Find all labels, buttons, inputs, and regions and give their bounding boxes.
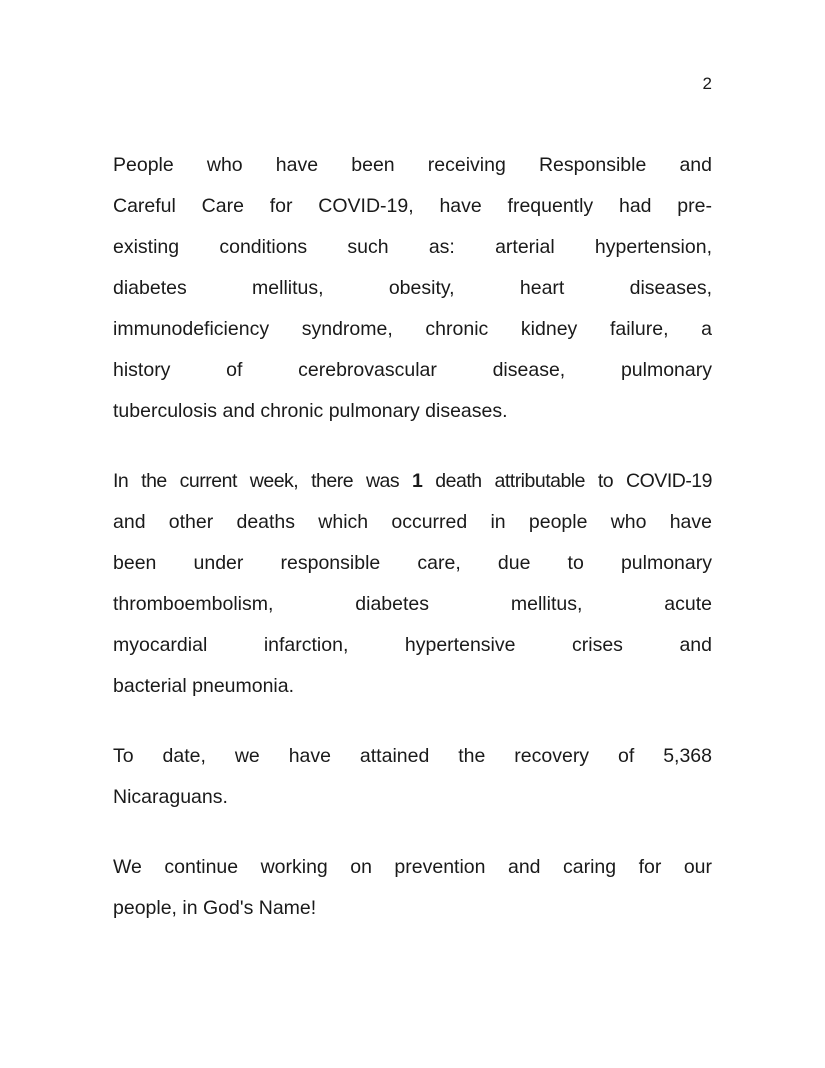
document-body	[113, 145, 712, 958]
text-line: People who have been receiving Responsible and	[113, 154, 712, 176]
page-header	[113, 73, 712, 95]
text-segment: death attributable to COVID-19	[422, 470, 712, 492]
text-line: To date, we have attained the recovery of 5,368	[113, 745, 712, 767]
paragraph-weekly-deaths	[113, 461, 712, 707]
text-line: diabetes mellitus, obesity, heart diseases,	[113, 277, 712, 299]
text-line: Careful Care for COVID-19, have frequently had pre-	[113, 195, 712, 217]
paragraph-preexisting-conditions	[113, 145, 712, 432]
text-line: been under responsible care, due to pulmonary	[113, 552, 712, 574]
text-line: and other deaths which occurred in people who have	[113, 511, 712, 533]
text-line: myocardial infarction, hypertensive crises and	[113, 634, 712, 656]
text-line: people, in God's Name!	[113, 897, 317, 919]
text-line: history of cerebrovascular disease, pulmonary	[113, 359, 712, 381]
text-line: thromboembolism, diabetes mellitus, acute	[113, 593, 712, 615]
text-line: tuberculosis and chronic pulmonary diseases.	[113, 400, 508, 422]
paragraph-closing	[113, 847, 712, 929]
text-segment: In the current week, there was	[113, 470, 413, 492]
text-line	[113, 461, 712, 502]
text-line: immunodeficiency syndrome, chronic kidney failure, a	[113, 318, 712, 340]
paragraph-recoveries	[113, 736, 712, 818]
text-line: Nicaraguans.	[113, 786, 228, 808]
death-count: 1	[412, 470, 423, 492]
text-line: bacterial pneumonia.	[113, 675, 295, 697]
text-line: existing conditions such as: arterial hypertension,	[113, 236, 712, 258]
page-number: 2	[702, 74, 712, 93]
text-line: We continue working on prevention and caring for our	[113, 856, 712, 878]
